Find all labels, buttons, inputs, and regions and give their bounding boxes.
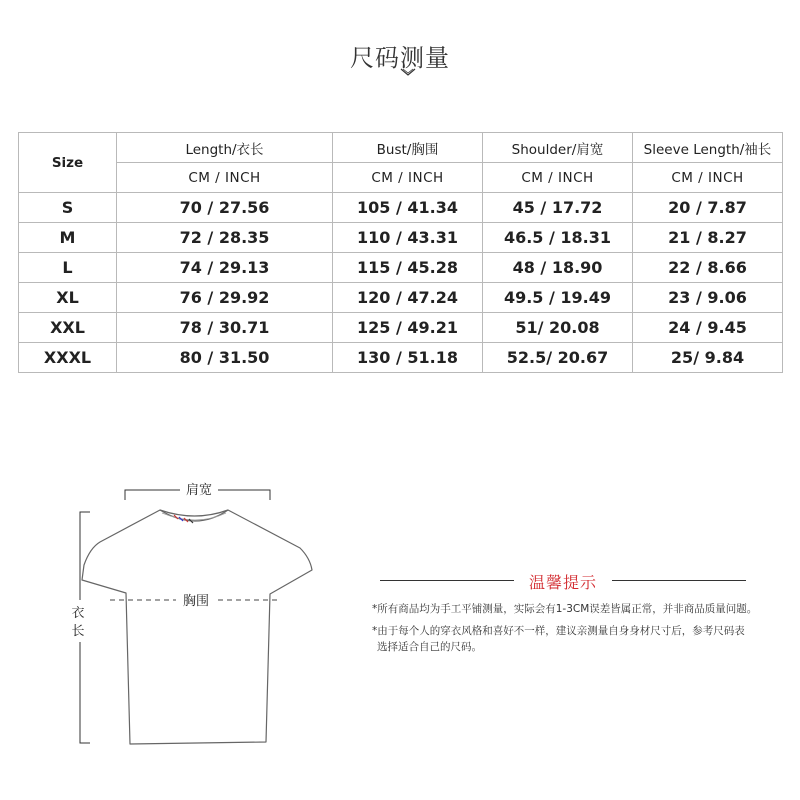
sleeve-cell: 21 / 8.27 (633, 223, 783, 253)
bust-cell: 125 / 49.21 (333, 313, 483, 343)
shoulder-cell: 52.5/ 20.67 (483, 343, 633, 373)
sleeve-length-header: Sleeve Length/袖长 (633, 133, 783, 163)
sleeve-cell: 25/ 9.84 (633, 343, 783, 373)
table-row (19, 193, 783, 223)
notice-title: 温馨提示 (528, 573, 597, 592)
chest-width-label: 胸围 (182, 594, 210, 609)
length-header: Length/衣长 (117, 133, 333, 163)
body-length-label-2: 长 (71, 624, 85, 639)
shoulder-width-label: 肩宽 (185, 483, 213, 498)
notice-line: *所有商品均为手工平铺测量，实际会有1-3CM误差皆属正常，并非商品质量问题。 (372, 603, 758, 615)
bust-cell: 115 / 45.28 (333, 253, 483, 283)
size-cell: XXXL (19, 343, 117, 373)
body-length-label-1: 衣 (71, 606, 85, 621)
shoulder-cell: 49.5 / 19.49 (483, 283, 633, 313)
sleeve-cell: 23 / 9.06 (633, 283, 783, 313)
shoulder-cell: 45 / 17.72 (483, 193, 633, 223)
notice-line: 选择适合自己的尺码。 (377, 641, 482, 653)
page-title: 尺码测量 (350, 44, 450, 72)
sleeve-cell: 20 / 7.87 (633, 193, 783, 223)
table-row (19, 283, 783, 313)
size-cell: M (19, 223, 117, 253)
size-column-header: Size (19, 133, 117, 193)
unit-label: CM / INCH (333, 163, 483, 193)
unit-label: CM / INCH (117, 163, 333, 193)
size-cell: XXL (19, 313, 117, 343)
shoulder-cell: 51/ 20.08 (483, 313, 633, 343)
notice-heading (380, 570, 746, 590)
table-row (19, 343, 783, 373)
shoulder-header: Shoulder/肩宽 (483, 133, 633, 163)
bust-cell: 120 / 47.24 (333, 283, 483, 313)
bust-cell: 110 / 43.31 (333, 223, 483, 253)
bust-cell: 130 / 51.18 (333, 343, 483, 373)
table-row (19, 223, 783, 253)
table-header-row (19, 133, 783, 163)
tshirt-measurement-diagram (0, 440, 360, 780)
shoulder-cell: 46.5 / 18.31 (483, 223, 633, 253)
notice-line: *由于每个人的穿衣风格和喜好不一样，建议亲测量自身身材尺寸后，参考尺码表 (372, 625, 745, 637)
length-cell: 78 / 30.71 (117, 313, 333, 343)
size-cell: S (19, 193, 117, 223)
table-row (19, 253, 783, 283)
unit-label: CM / INCH (633, 163, 783, 193)
size-cell: XL (19, 283, 117, 313)
sleeve-cell: 22 / 8.66 (633, 253, 783, 283)
bust-header: Bust/胸围 (333, 133, 483, 163)
size-cell: L (19, 253, 117, 283)
length-cell: 80 / 31.50 (117, 343, 333, 373)
size-chart-table (18, 132, 783, 373)
chevron-down-icon (400, 68, 416, 78)
length-cell: 72 / 28.35 (117, 223, 333, 253)
sleeve-cell: 24 / 9.45 (633, 313, 783, 343)
length-cell: 76 / 29.92 (117, 283, 333, 313)
length-cell: 70 / 27.56 (117, 193, 333, 223)
unit-label: CM / INCH (483, 163, 633, 193)
notice-text (372, 601, 757, 655)
unit-row (19, 163, 783, 193)
bust-cell: 105 / 41.34 (333, 193, 483, 223)
tshirt-icon (82, 510, 312, 744)
length-cell: 74 / 29.13 (117, 253, 333, 283)
table-row (19, 313, 783, 343)
shoulder-cell: 48 / 18.90 (483, 253, 633, 283)
